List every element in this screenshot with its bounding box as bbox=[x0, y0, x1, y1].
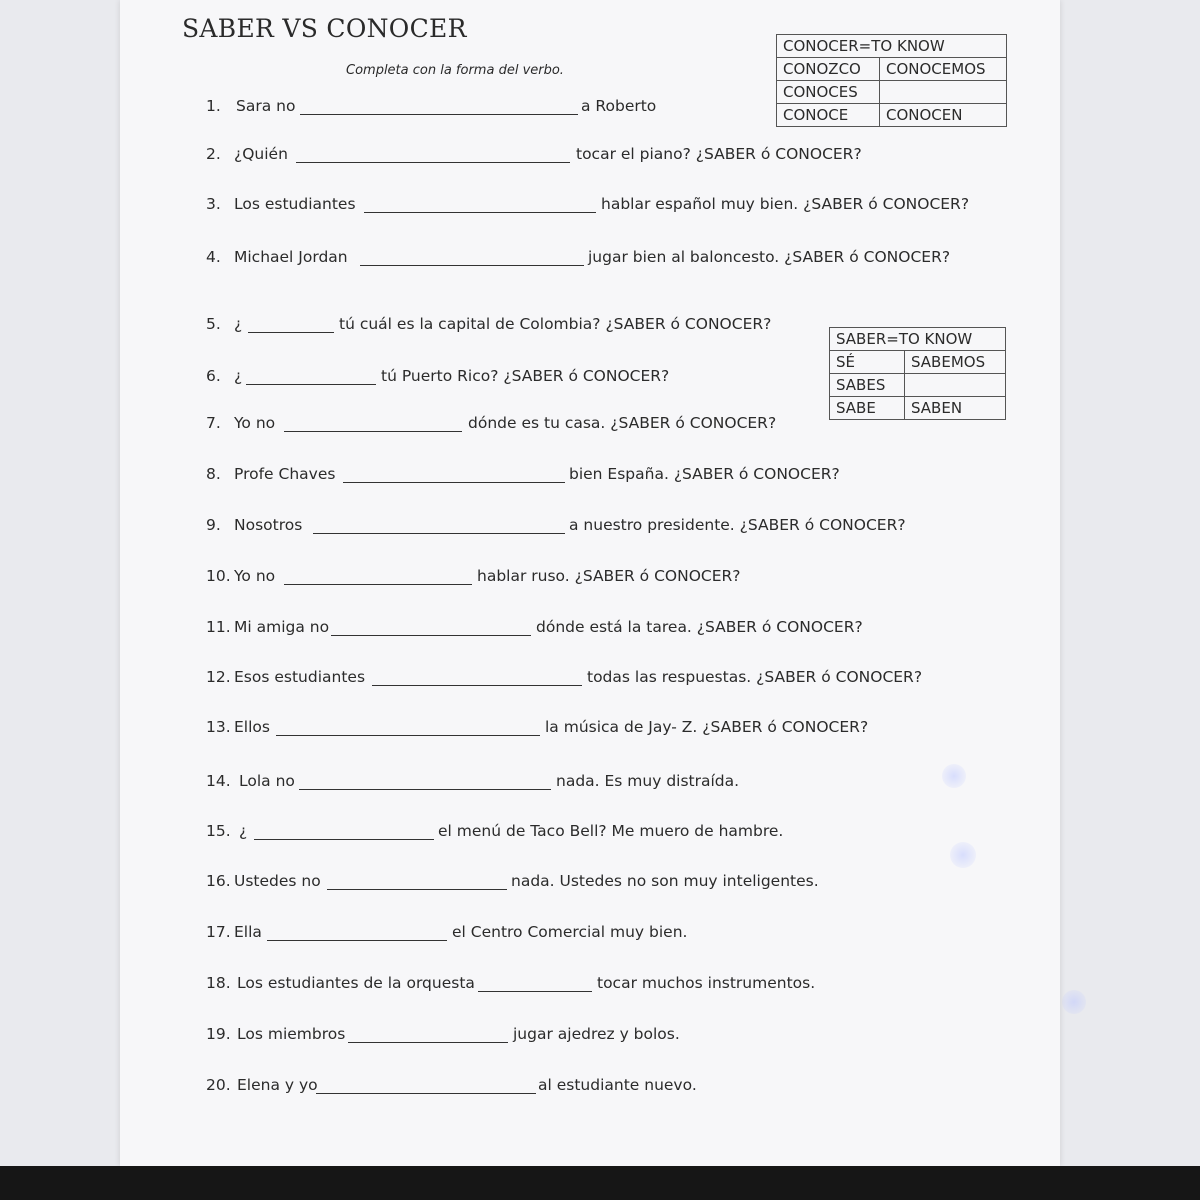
answer-blank[interactable] bbox=[248, 332, 334, 333]
question-prompt: Ella bbox=[234, 923, 262, 941]
answer-blank[interactable] bbox=[267, 940, 447, 941]
question-prompt: Ustedes no bbox=[234, 872, 321, 890]
conocer-ellos: CONOCEN bbox=[880, 104, 1007, 127]
answer-blank[interactable] bbox=[284, 431, 462, 432]
answer-blank[interactable] bbox=[331, 635, 531, 636]
conocer-el: CONOCE bbox=[777, 104, 880, 127]
question-continuation: tocar muchos instrumentos. bbox=[597, 974, 816, 992]
question-number: 9. bbox=[206, 516, 221, 534]
answer-blank[interactable] bbox=[478, 991, 592, 992]
question-number: 17. bbox=[206, 923, 231, 941]
answer-blank[interactable] bbox=[276, 735, 540, 736]
conocer-table-header: CONOCER=TO KNOW bbox=[777, 35, 1007, 58]
answer-blank[interactable] bbox=[372, 685, 582, 686]
question-prompt: Ellos bbox=[234, 718, 270, 736]
question-continuation: a nuestro presidente. ¿SABER ó CONOCER? bbox=[569, 516, 906, 534]
question-number: 15. bbox=[206, 822, 231, 840]
question-prompt: Nosotros bbox=[234, 516, 303, 534]
question-prompt: Yo no bbox=[234, 414, 276, 432]
conocer-yo: CONOZCO bbox=[777, 58, 880, 81]
question-prompt: Mi amiga no bbox=[234, 618, 330, 636]
question-prompt: ¿ bbox=[234, 315, 243, 333]
question-continuation: el menú de Taco Bell? Me muero de hambre. bbox=[438, 822, 784, 840]
question-number: 13. bbox=[206, 718, 231, 736]
screen-bezel bbox=[0, 1166, 1200, 1200]
page-title: SABER VS CONOCER bbox=[182, 14, 467, 43]
saber-conjugation-table bbox=[829, 327, 1006, 420]
question-continuation: tocar el piano? ¿SABER ó CONOCER? bbox=[576, 145, 862, 163]
question-prompt: Michael Jordan bbox=[234, 248, 348, 266]
question-prompt: Profe Chaves bbox=[234, 465, 336, 483]
answer-blank[interactable] bbox=[313, 533, 565, 534]
question-continuation: jugar bien al baloncesto. ¿SABER ó CONOCER? bbox=[588, 248, 951, 266]
question-number: 1. bbox=[206, 97, 221, 115]
answer-blank[interactable] bbox=[327, 889, 507, 890]
question-continuation: hablar ruso. ¿SABER ó CONOCER? bbox=[477, 567, 741, 585]
answer-blank[interactable] bbox=[364, 212, 596, 213]
answer-blank[interactable] bbox=[343, 482, 565, 483]
question-number: 10. bbox=[206, 567, 231, 585]
question-continuation: tú Puerto Rico? ¿SABER ó CONOCER? bbox=[381, 367, 670, 385]
conocer-conjugation-table bbox=[776, 34, 1007, 127]
answer-blank[interactable] bbox=[299, 789, 551, 790]
question-continuation: el Centro Comercial muy bien. bbox=[452, 923, 688, 941]
question-continuation: dónde está la tarea. ¿SABER ó CONOCER? bbox=[536, 618, 863, 636]
saber-nosotros: SABEMOS bbox=[905, 351, 1006, 374]
question-number: 18. bbox=[206, 974, 231, 992]
question-number: 4. bbox=[206, 248, 221, 266]
question-number: 2. bbox=[206, 145, 221, 163]
question-number: 7. bbox=[206, 414, 221, 432]
question-number: 8. bbox=[206, 465, 221, 483]
screen-glare bbox=[1062, 990, 1086, 1014]
question-continuation: dónde es tu casa. ¿SABER ó CONOCER? bbox=[468, 414, 777, 432]
question-prompt: Los miembros bbox=[237, 1025, 346, 1043]
question-continuation: a Roberto bbox=[581, 97, 657, 115]
answer-blank[interactable] bbox=[254, 839, 434, 840]
question-number: 19. bbox=[206, 1025, 231, 1043]
answer-blank[interactable] bbox=[360, 265, 584, 266]
conocer-empty-cell bbox=[880, 81, 1007, 104]
saber-el: SABE bbox=[830, 397, 905, 420]
saber-empty-cell bbox=[905, 374, 1006, 397]
question-number: 5. bbox=[206, 315, 221, 333]
saber-tu: SABES bbox=[830, 374, 905, 397]
answer-blank[interactable] bbox=[300, 114, 578, 115]
question-prompt: ¿ bbox=[234, 367, 243, 385]
question-prompt: Elena y yo bbox=[237, 1076, 318, 1094]
saber-table-header: SABER=TO KNOW bbox=[830, 328, 1006, 351]
question-prompt: Lola no bbox=[239, 772, 295, 790]
question-number: 6. bbox=[206, 367, 221, 385]
question-continuation: la música de Jay- Z. ¿SABER ó CONOCER? bbox=[545, 718, 869, 736]
conocer-nosotros: CONOCEMOS bbox=[880, 58, 1007, 81]
question-number: 14. bbox=[206, 772, 231, 790]
question-prompt: Los estudiantes de la orquesta bbox=[237, 974, 475, 992]
instructions: Completa con la forma del verbo. bbox=[346, 63, 564, 78]
question-prompt: Sara no bbox=[236, 97, 296, 115]
question-continuation: tú cuál es la capital de Colombia? ¿SABER ó CONOCER? bbox=[339, 315, 772, 333]
question-continuation: todas las respuestas. ¿SABER ó CONOCER? bbox=[587, 668, 923, 686]
question-continuation: bien España. ¿SABER ó CONOCER? bbox=[569, 465, 840, 483]
answer-blank[interactable] bbox=[246, 384, 376, 385]
question-prompt: Esos estudiantes bbox=[234, 668, 366, 686]
question-continuation: nada. Ustedes no son muy inteligentes. bbox=[511, 872, 819, 890]
saber-ellos: SABEN bbox=[905, 397, 1006, 420]
question-number: 3. bbox=[206, 195, 221, 213]
answer-blank[interactable] bbox=[296, 162, 570, 163]
question-continuation: nada. Es muy distraída. bbox=[556, 772, 740, 790]
question-number: 16. bbox=[206, 872, 231, 890]
question-prompt: ¿Quién bbox=[234, 145, 288, 163]
question-prompt: ¿ bbox=[239, 822, 248, 840]
conocer-tu: CONOCES bbox=[777, 81, 880, 104]
saber-yo: SÉ bbox=[830, 351, 905, 374]
question-number: 11. bbox=[206, 618, 231, 636]
question-continuation: jugar ajedrez y bolos. bbox=[513, 1025, 680, 1043]
answer-blank[interactable] bbox=[316, 1093, 536, 1094]
question-continuation: al estudiante nuevo. bbox=[538, 1076, 697, 1094]
question-number: 12. bbox=[206, 668, 231, 686]
answer-blank[interactable] bbox=[348, 1042, 508, 1043]
question-number: 20. bbox=[206, 1076, 231, 1094]
question-prompt: Yo no bbox=[234, 567, 276, 585]
question-continuation: hablar español muy bien. ¿SABER ó CONOCER? bbox=[601, 195, 970, 213]
question-prompt: Los estudiantes bbox=[234, 195, 356, 213]
answer-blank[interactable] bbox=[284, 584, 472, 585]
